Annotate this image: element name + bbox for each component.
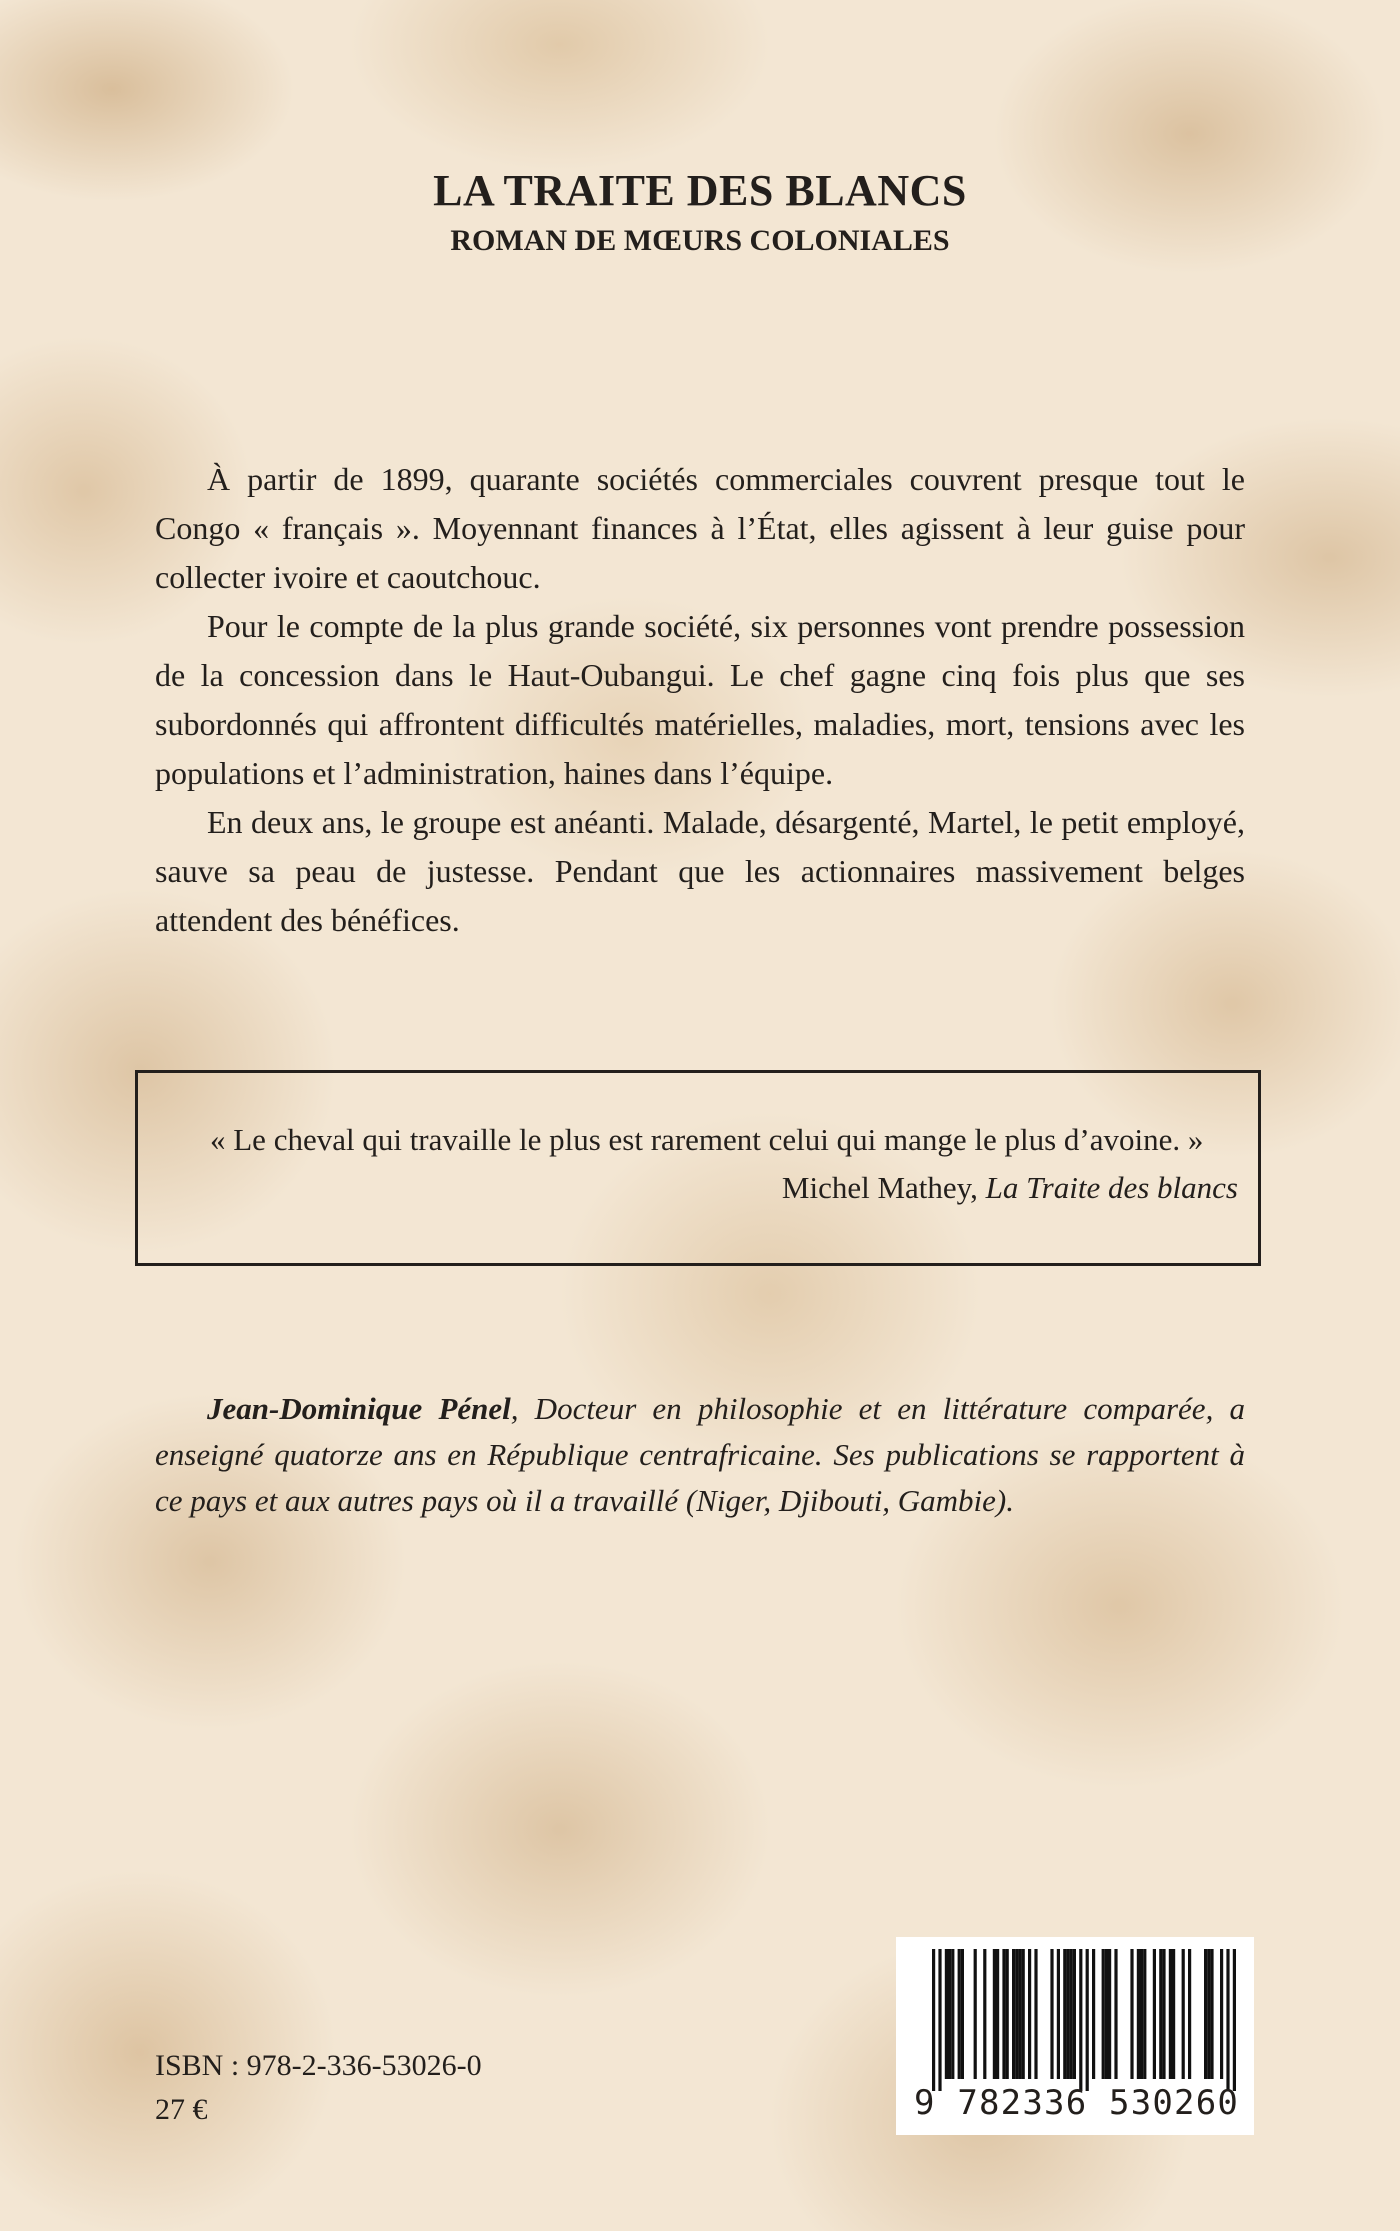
barcode-bar	[1130, 1949, 1133, 2079]
barcode-bar	[1108, 1949, 1111, 2079]
author-name: Jean-Dominique Pénel	[207, 1391, 511, 1426]
price: 27 €	[155, 2093, 208, 2126]
barcode-bar	[1207, 1949, 1210, 2079]
isbn: ISBN : 978-2-336-53026-0	[155, 2049, 482, 2082]
barcode-bar	[1153, 1949, 1156, 2079]
barcode-bar	[1092, 1949, 1095, 2079]
barcode-bar	[1226, 1949, 1229, 2091]
quote-box	[135, 1070, 1261, 1266]
barcode-bar	[1012, 1949, 1015, 2079]
barcode-bar	[1079, 1949, 1082, 2091]
barcode-bar	[938, 1949, 941, 2091]
title-block	[0, 165, 1400, 261]
barcode-bar	[1050, 1949, 1053, 2079]
barcode-bar	[1220, 1949, 1223, 2079]
barcode-bar	[1182, 1949, 1185, 2079]
barcode-bar	[974, 1949, 977, 2079]
book-title: LA TRAITE DES BLANCS	[433, 166, 967, 215]
barcode-bar	[1070, 1949, 1073, 2079]
barcode-bar	[1066, 1949, 1069, 2079]
summary-paragraph: En deux ans, le groupe est anéanti. Malade, désargenté, Martel, le petit employé, sauve sa peau de justesse. Pendant que les actionnaires massivement belges attendent des bénéfices.	[155, 804, 1245, 938]
author-bio-text: , Docteur en philosophie et en littérature comparée, a enseigné quatorze ans en République centrafricaine. Ses publications se rapportent à ce pays et aux autres pays où il a travaillé (Niger, Djibouti, Gambie).	[155, 1391, 1245, 1518]
barcode-bar	[1169, 1949, 1172, 2079]
barcode-bar	[1063, 1949, 1066, 2079]
summary-text	[155, 455, 1245, 945]
barcode-bar	[1143, 1949, 1146, 2079]
summary-paragraph: Pour le compte de la plus grande société, six personnes vont prendre possession de la concession dans le Haut-Oubangui. Le chef gagne cinq fois plus que ses subordonnés qui affrontent difficultés matérielles, maladies, mort, tensions avec les populations et l’administration, haines dans l’équipe.	[155, 608, 1245, 791]
barcode-bar	[1022, 1949, 1025, 2079]
barcode-digits: 9 782336 530260	[914, 2083, 1240, 2123]
barcode-bar	[1018, 1949, 1021, 2079]
barcode-bar	[1002, 1949, 1005, 2079]
barcode-bar	[1073, 1949, 1076, 2079]
barcode-bar	[932, 1949, 935, 2091]
book-subtitle: ROMAN DE MŒURS COLONIALES	[450, 224, 950, 257]
barcode-bar	[961, 1949, 964, 2079]
barcode-bar	[1140, 1949, 1143, 2079]
barcode-bar	[945, 1949, 948, 2079]
barcode-bar	[951, 1949, 954, 2079]
barcode-bar	[1006, 1949, 1009, 2079]
barcode-bar	[1114, 1949, 1117, 2079]
barcode-bar	[983, 1949, 986, 2079]
barcode-bar	[1105, 1949, 1108, 2079]
barcode	[896, 1937, 1254, 2135]
author-bio	[155, 1386, 1245, 1524]
barcode-bar	[993, 1949, 996, 2079]
barcode-bar	[958, 1949, 961, 2079]
barcode-bar	[1028, 1949, 1031, 2079]
quote-author: Michel Mathey,	[781, 1170, 986, 1205]
barcode-bar	[1034, 1949, 1037, 2079]
barcode-bar	[1102, 1949, 1105, 2079]
barcode-bar	[1210, 1949, 1213, 2079]
barcode-bar	[1188, 1949, 1191, 2079]
barcode-bar	[1233, 1949, 1236, 2091]
barcode-bar	[1015, 1949, 1018, 2079]
barcode-bar	[1086, 1949, 1089, 2091]
barcode-bar	[1057, 1949, 1060, 2079]
barcode-bar	[1159, 1949, 1162, 2079]
quote-work-title: La Traite des blancs	[985, 1170, 1238, 1205]
quote-attribution	[158, 1165, 1238, 1211]
barcode-bar	[948, 1949, 951, 2079]
barcode-bar	[1172, 1949, 1175, 2079]
barcode-bar	[1137, 1949, 1140, 2079]
quote-text: « Le cheval qui travaille le plus est rarement celui qui mange le plus d’avoine. »	[210, 1122, 1204, 1157]
barcode-bar	[1162, 1949, 1165, 2079]
barcode-bar	[1204, 1949, 1207, 2079]
summary-paragraph: À partir de 1899, quarante sociétés commerciales couvrent presque tout le Congo « français ». Moyennant finances à l’État, elles agissent à leur guise pour collecter ivoire et caoutchouc.	[155, 461, 1245, 595]
barcode-bar	[996, 1949, 999, 2079]
